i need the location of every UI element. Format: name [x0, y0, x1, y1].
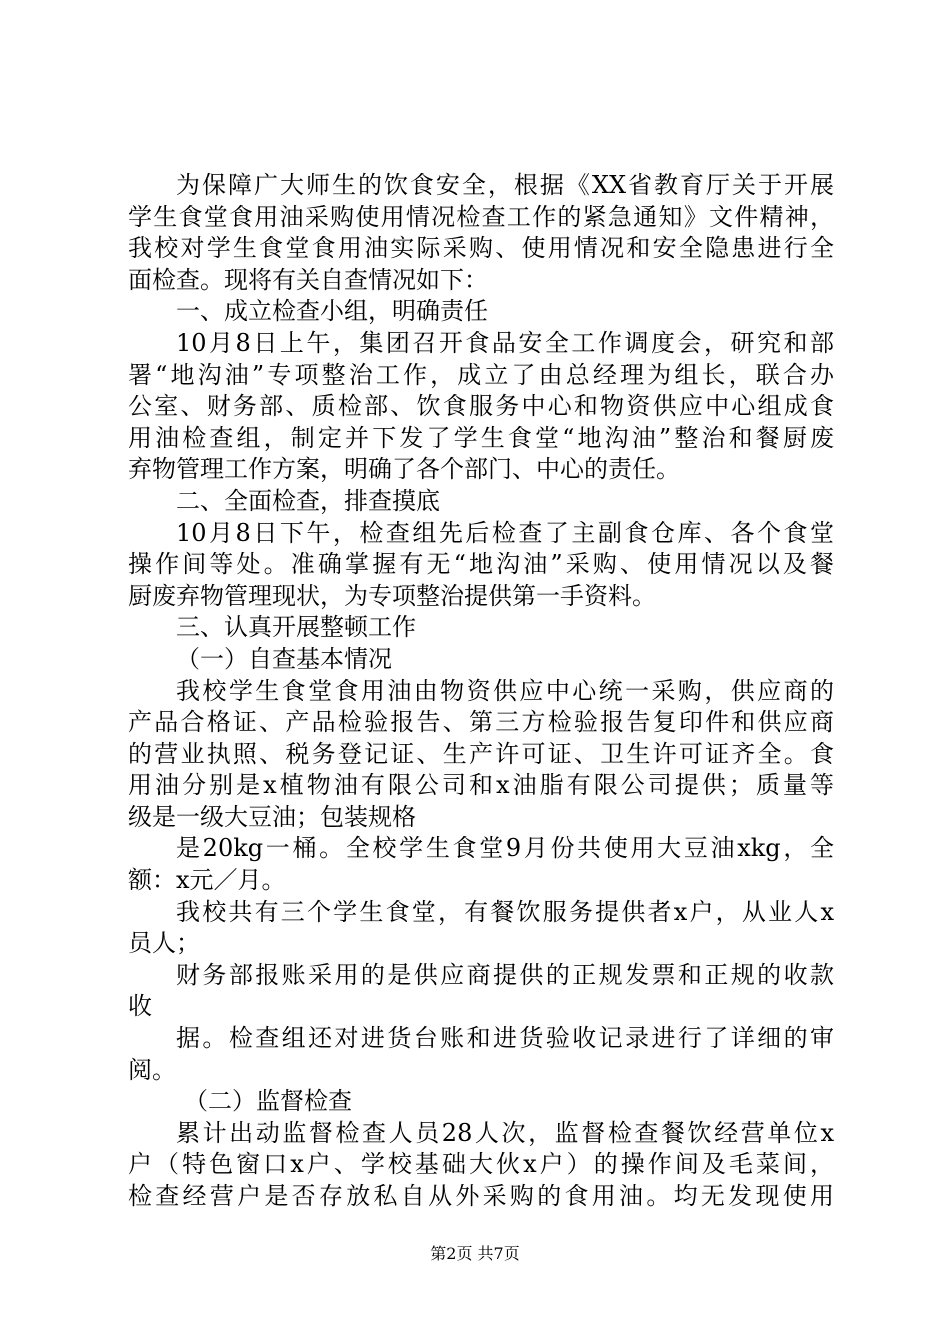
subsection-heading: （二）监督检查 [184, 1087, 352, 1116]
paragraph-line: 署“地沟油”专项整治工作，成立了由总经理为组长，联合办 [128, 360, 834, 389]
paragraph-line: 学生食堂食用油采购使用情况检查工作的紧急通知》文件精神， [128, 202, 834, 231]
paragraph-line: 厨废弃物管理现状，为专项整治提供第一手资料。 [128, 581, 656, 610]
paragraph-line: 10月8日下午，检查组先后检查了主副食仓库、各个食堂 [176, 518, 834, 547]
paragraph-line: 为保障广大师生的饮食安全，根据《XX省教育厅关于开展 [176, 171, 834, 199]
paragraph-line: 阅。 [128, 1055, 176, 1084]
paragraph-line: 员人； [128, 929, 200, 958]
paragraph-line: 检查经营户是否存放私自从外采购的食用油。均无发现使用 [128, 1182, 834, 1210]
paragraph-line: 操作间等处。准确掌握有无“地沟油”采购、使用情况以及餐 [128, 550, 834, 579]
paragraph-line: 级是一级大豆油；包装规格 [128, 802, 416, 831]
paragraph-line: 弃物管理工作方案，明确了各个部门、中心的责任。 [128, 455, 680, 484]
paragraph-line: 产品合格证、产品检验报告、第三方检验报告复印件和供应商 [128, 708, 834, 737]
paragraph-line: 我校对学生食堂食用油实际采购、使用情况和安全隐患进行全 [128, 234, 834, 263]
paragraph-line: 户（特色窗口x户、学校基础大伙x户）的操作间及毛菜间， [128, 1150, 834, 1179]
paragraph-line: 财务部报账采用的是供应商提供的正规发票和正规的收款 [176, 960, 834, 989]
paragraph-line: 10月8日上午，集团召开食品安全工作调度会，研究和部 [176, 328, 834, 357]
page-number-footer: 第2页 共7页 [430, 1244, 520, 1263]
paragraph-line: 据。检查组还对进货台账和进货验收记录进行了详细的审 [176, 1024, 834, 1053]
paragraph-line: 用油分别是x植物油有限公司和x油脂有限公司提供；质量等 [128, 771, 834, 800]
paragraph-line: 累计出动监督检查人员28人次，监督检查餐饮经营单位x [176, 1118, 834, 1147]
paragraph-line: 我校学生食堂食用油由物资供应中心统一采购，供应商的 [176, 676, 834, 705]
paragraph-line: 公室、财务部、质检部、饮食服务中心和物资供应中心组成食 [128, 392, 834, 421]
paragraph-line: 是20kg一桶。全校学生食堂9月份共使用大豆油xkg，全 [176, 834, 834, 863]
paragraph-line: 额：x元／月。 [128, 866, 286, 895]
subsection-heading: （一）自查基本情况 [176, 644, 392, 673]
section-heading: 三、认真开展整顿工作 [176, 613, 416, 642]
section-heading: 二、全面检查，排查摸底 [176, 486, 440, 515]
paragraph-line: 面检查。现将有关自查情况如下： [128, 265, 488, 294]
paragraph-line: 用油检查组，制定并下发了学生食堂“地沟油”整治和餐厨废 [128, 423, 834, 452]
paragraph-line: 的营业执照、税务登记证、生产许可证、卫生许可证齐全。食 [128, 739, 834, 768]
paragraph-line: 收 [128, 992, 152, 1021]
paragraph-line: 我校共有三个学生食堂，有餐饮服务提供者x户，从业人x [176, 897, 834, 926]
document-body [128, 170, 834, 1213]
section-heading: 一、成立检查小组，明确责任 [176, 297, 488, 326]
